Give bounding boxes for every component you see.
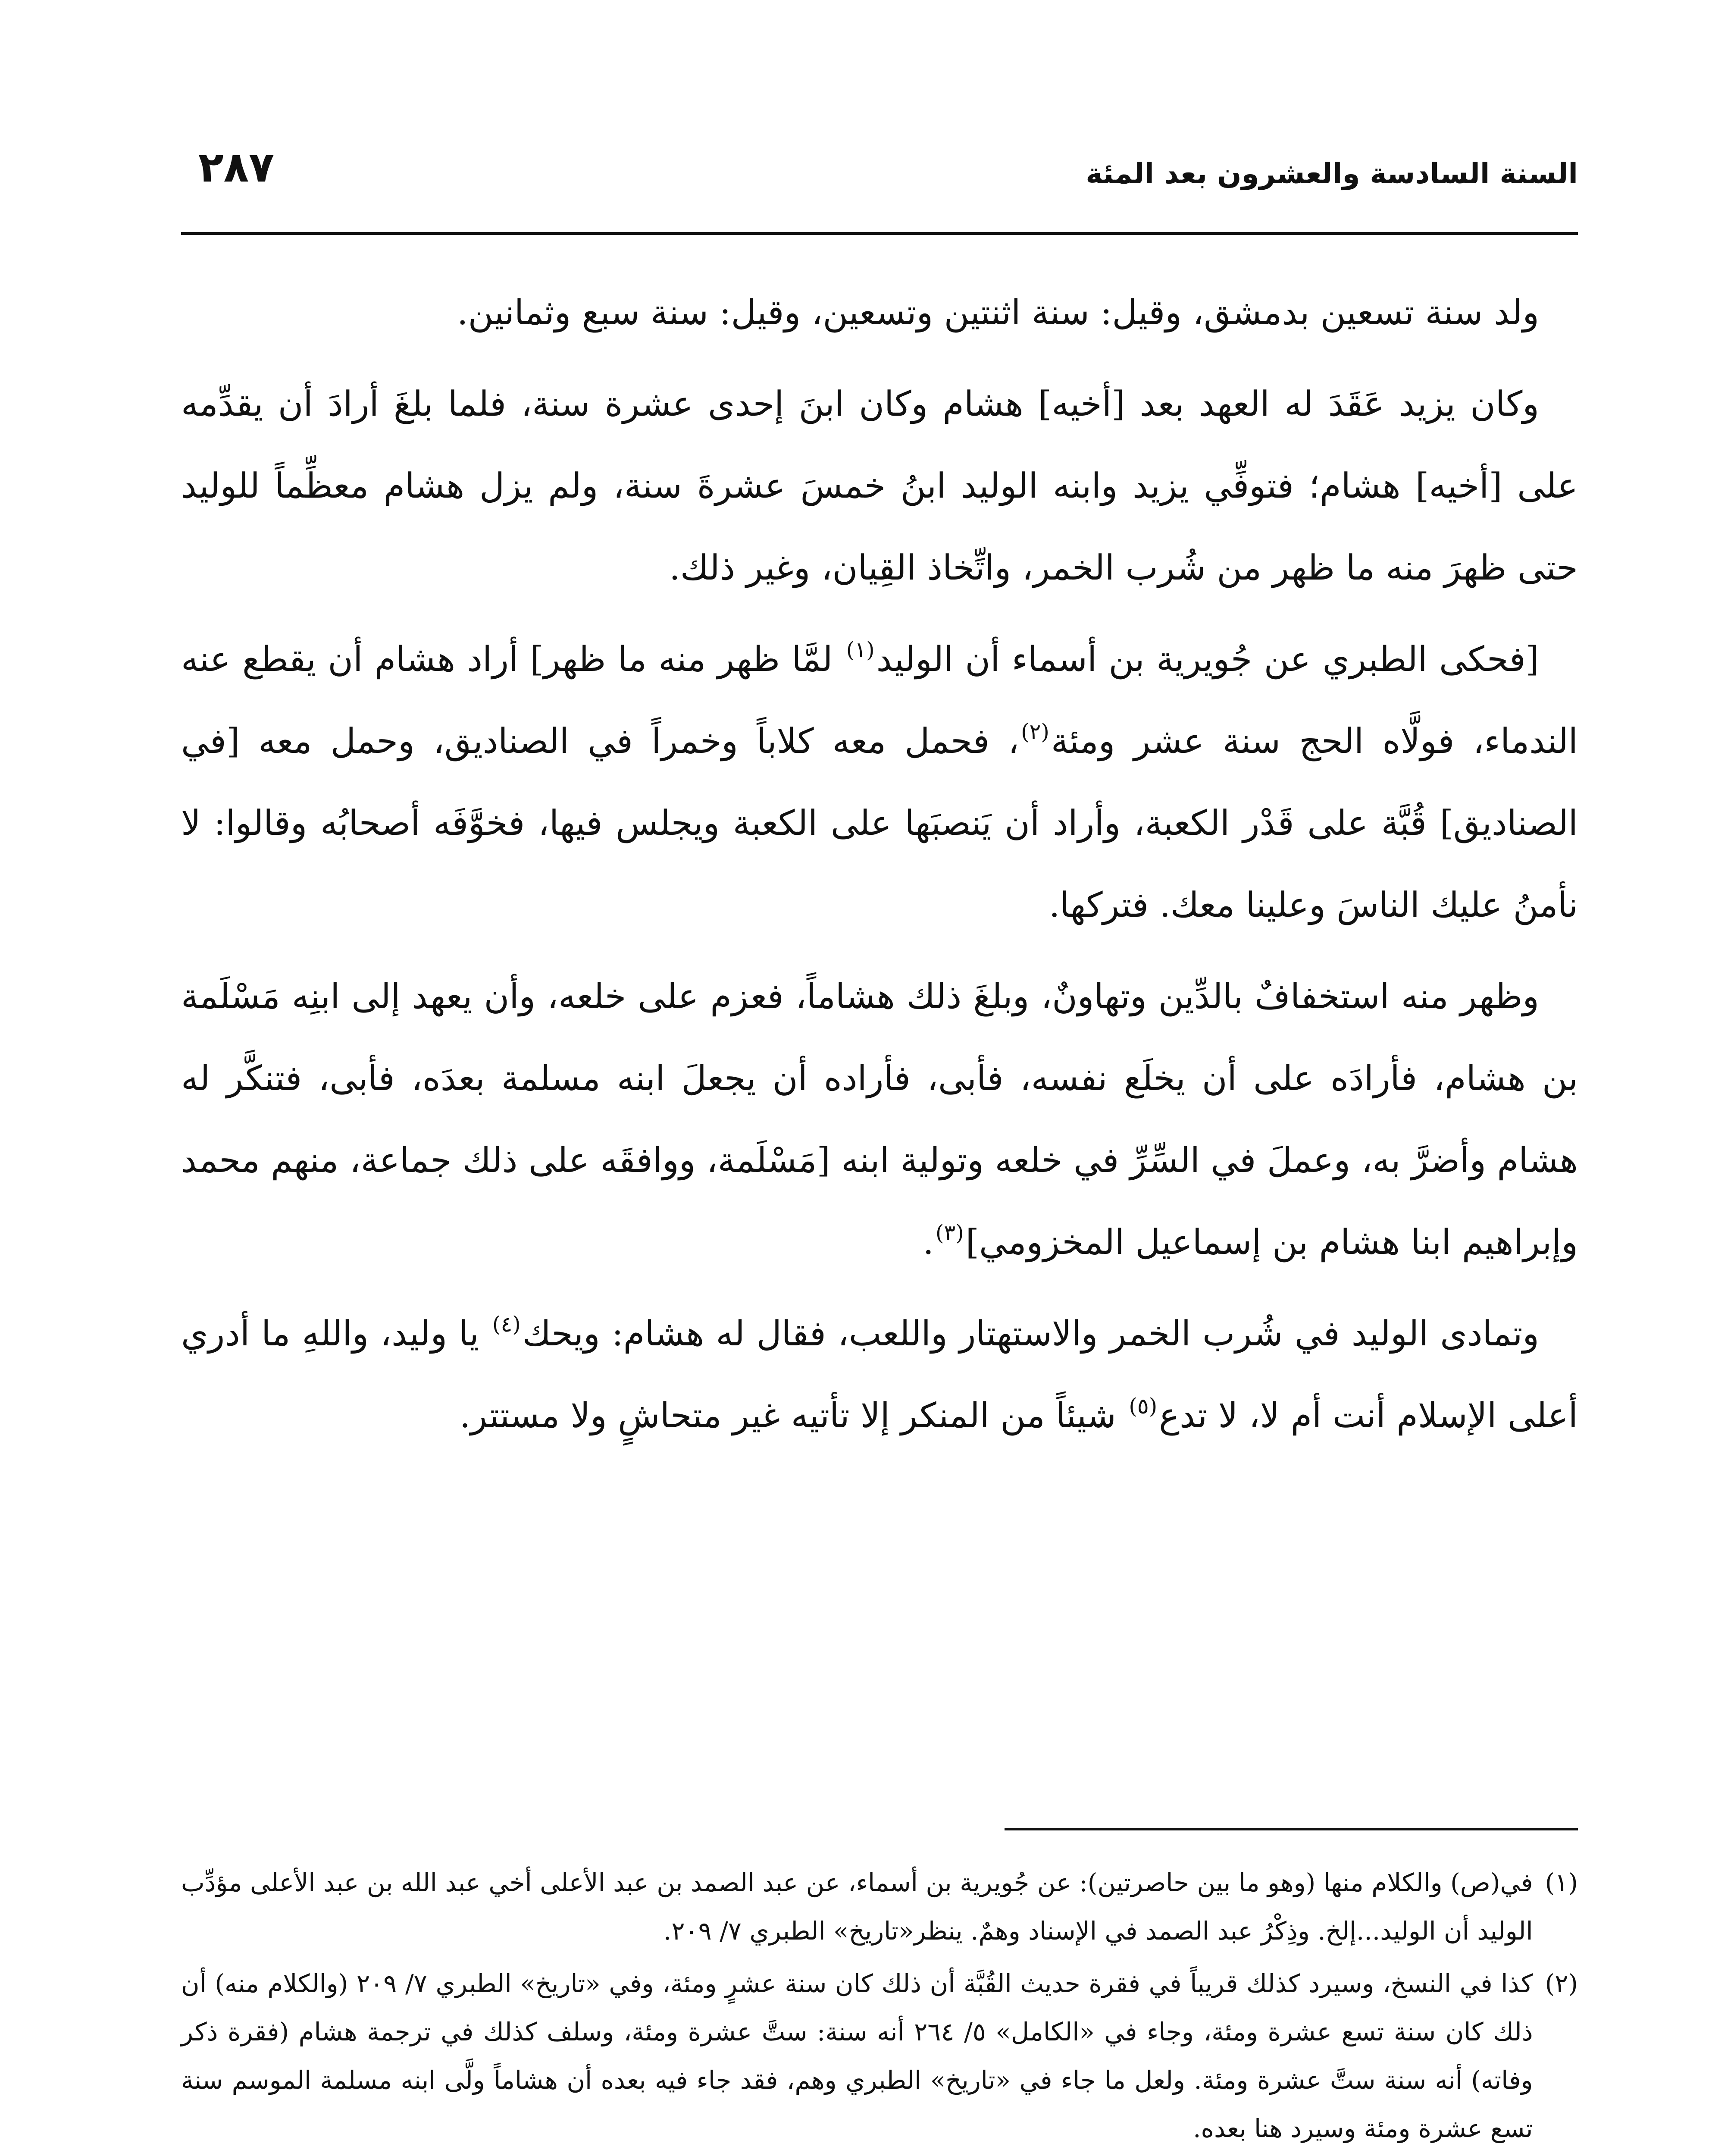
paragraph-1 [181, 272, 1578, 354]
footnote-ref-5[interactable]: (٥) [1129, 1394, 1158, 1419]
footnotes [181, 1858, 1578, 2156]
header-divider [181, 232, 1578, 235]
paragraph-4 [181, 956, 1578, 1283]
footnote-ref-1[interactable]: (١) [846, 637, 875, 662]
footnote-1 [181, 1858, 1578, 1955]
paragraph-text: . [923, 1222, 934, 1262]
book-page [181, 108, 1578, 2156]
paragraph-text: وظهر منه استخفافٌ بالدِّين وتهاونٌ، وبلغَ ذلك هشاماً، فعزم على خلعه، وأن يعهد إلى ابنِه مَسْلَمة بن هشام، فأرادَه على أن يخلَع نفسه، فأبى، فأراده أن يجعلَ ابنه مسلمة بعدَه، فأبى، فتنكَّر له هشام وأضرَّ به، وعملَ في السِّرِّ في خلعه وتولية ابنه [مَسْلَمة، ووافقَه على ذلك جماعة، منهم محمد وإبراهيم ابنا هشام بن إسماعيل المخزومي] [181, 976, 1578, 1262]
paragraph-text: لمَّا ظهر منه ما ظهر] أراد هشام أن يقطع عنه الندماء، فولَّاه الحج سنة عشر ومئة [181, 639, 1578, 761]
paragraph-5 [181, 1293, 1578, 1457]
paragraph-text: ، فحمل معه كلاباً وخمراً في الصناديق، وحمل معه [في الصناديق] قُبَّة على قَدْر الكعبة، وأراد أن يَنصبَها على الكعبة ويجلس فيها، فخوَّفَه أصحابُه وقالوا: لا نأمنُ عليك الناسَ وعلينا معك. فتركها. [181, 721, 1578, 925]
footnote-divider [1005, 1828, 1578, 1830]
paragraph-text: يا وليد، واللهِ ما أدري أعلى الإسلام أنت أم لا، لا تدع [181, 1313, 1578, 1435]
main-text [181, 272, 1578, 1466]
running-title: السنة السادسة والعشرون بعد المئة [1086, 157, 1578, 190]
footnote-number: (٢) [1545, 1969, 1578, 1998]
page-header [181, 134, 1578, 220]
paragraph-2 [181, 363, 1578, 609]
paragraph-text: [فحكى الطبري عن جُويرية بن أسماء أن الوليد [876, 639, 1540, 679]
footnote-text: في(ص) والكلام منها (وهو ما بين حاصرتين): عن جُويرية بن أسماء، عن عبد الصمد بن عبد الأعلى أخي عبد الله بن عبد الأعلى مؤدِّب الوليد أن الوليد...إلخ. وذِكْرُ عبد الصمد في الإسناد وهمٌ. ينظر«تاريخ» الطبري ٧/ ٢٠٩. [181, 1868, 1533, 1946]
footnote-ref-2[interactable]: (٢) [1020, 719, 1049, 744]
footnote-2 [181, 1959, 1578, 2153]
footnote-text: كذا في النسخ، وسيرد كذلك قريباً في فقرة حديث القُبَّة أن ذلك كان سنة عشرٍ ومئة، وفي «تاريخ» الطبري ٧/ ٢٠٩ (والكلام منه) أن ذلك كان سنة تسع عشرة ومئة، وجاء في «الكامل» ٥/ ٢٦٤ أنه سنة: ستَّ عشرة ومئة، وسلف كذلك في ترجمة هشام (فقرة ذكر وفاته) أنه سنة ستَّ عشرة ومئة. ولعل ما جاء في «تاريخ» الطبري وهم، فقد جاء فيه بعده أن هشاماً ولَّى ابنه مسلمة الموسم سنة تسع عشرة ومئة وسيرد هنا بعده. [181, 1969, 1533, 2143]
paragraph-text: وكان يزيد عَقَدَ له العهد بعد [أخيه] هشام وكان ابنَ إحدى عشرة سنة، فلما بلغَ أرادَ أن يقدِّمه على [أخيه] هشام؛ فتوفِّي يزيد وابنه الوليد ابنُ خمسَ عشرةَ سنة، ولم يزل هشام معظِّماً للوليد حتى ظهرَ منه ما ظهر من شُرب الخمر، واتِّخاذ القِيان، وغير ذلك. [181, 384, 1578, 588]
paragraph-text: وتمادى الوليد في شُرب الخمر والاستهتار واللعب، فقال له هشام: ويحك [522, 1313, 1540, 1354]
paragraph-text: ولد سنة تسعين بدمشق، وقيل: سنة اثنتين وتسعين، وقيل: سنة سبع وثمانين. [457, 292, 1539, 332]
footnote-ref-3[interactable]: (٣) [935, 1220, 964, 1245]
paragraph-text: شيئاً من المنكر إلا تأتيه غير متحاشٍ ولا مستتر. [459, 1395, 1127, 1435]
paragraph-3 [181, 618, 1578, 946]
footnote-ref-4[interactable]: (٤) [492, 1312, 521, 1337]
page-number: ٢٨٧ [198, 143, 274, 191]
footnote-number: (١) [1545, 1868, 1578, 1897]
